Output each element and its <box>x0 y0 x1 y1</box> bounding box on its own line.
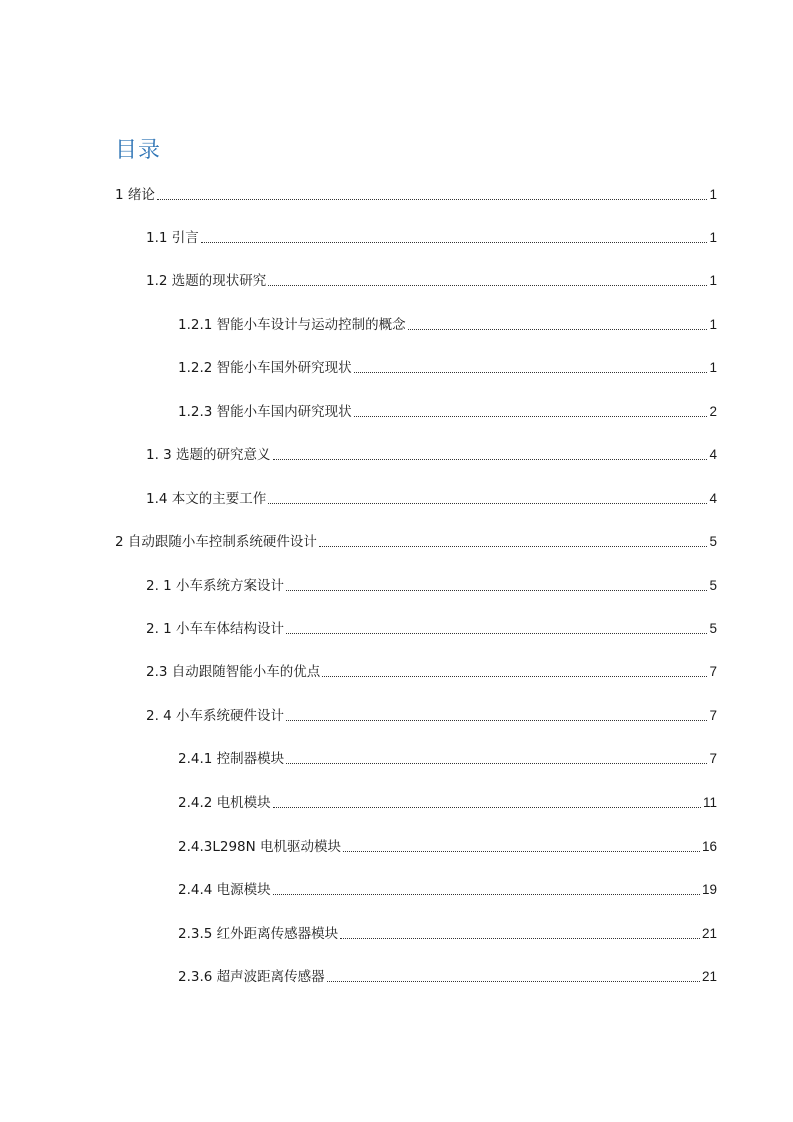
toc-entry[interactable] <box>178 967 717 987</box>
toc-entry-page: 11 <box>702 795 717 810</box>
toc-leader <box>273 807 701 808</box>
toc-leader <box>286 590 707 591</box>
toc-entry-label: 2.4.2 电机模块 <box>178 795 271 811</box>
toc-entry[interactable] <box>146 228 717 248</box>
toc-leader <box>408 329 708 330</box>
toc-entry-label: 2.3.6 超声波距离传感器 <box>178 969 325 985</box>
toc-leader <box>286 633 707 634</box>
toc-entry[interactable] <box>178 402 717 422</box>
toc-entry-page: 4 <box>709 447 717 462</box>
toc-entry-label: 2.3 自动跟随智能小车的优点 <box>146 664 321 680</box>
toc-entry[interactable] <box>178 924 717 944</box>
toc-entry[interactable] <box>146 706 717 726</box>
toc-entry-label: 1. 3 选题的研究意义 <box>146 447 271 463</box>
toc-entry-label: 2. 4 小车系统硬件设计 <box>146 708 285 724</box>
toc-entry-page: 1 <box>709 317 717 332</box>
toc-entry-label: 1.2 选题的现状研究 <box>146 273 267 289</box>
toc-entry-label: 2 自动跟随小车控制系统硬件设计 <box>115 534 317 550</box>
toc-entry-label: 1.4 本文的主要工作 <box>146 491 267 507</box>
toc-leader <box>354 416 708 417</box>
toc-entry[interactable] <box>146 489 717 509</box>
toc-entry-label: 2.3.5 红外距离传感器模块 <box>178 926 339 942</box>
toc-entry[interactable] <box>115 532 717 552</box>
toc-entry-label: 2.4.4 电源模块 <box>178 882 271 898</box>
toc-entry-label: 1.2.2 智能小车国外研究现状 <box>178 360 352 376</box>
toc-leader <box>319 546 708 547</box>
toc-entry-page: 1 <box>709 187 717 202</box>
toc-entry[interactable] <box>178 880 717 900</box>
toc-entry-label: 1 绪论 <box>115 187 155 203</box>
toc-entry[interactable] <box>146 445 717 465</box>
toc-entry-label: 2.4.3L298N 电机驱动模块 <box>178 839 342 855</box>
toc-entry-page: 7 <box>709 664 717 679</box>
toc-entry-label: 1.2.3 智能小车国内研究现状 <box>178 404 352 420</box>
toc-leader <box>340 938 700 939</box>
toc-leader <box>201 242 708 243</box>
toc-entry[interactable] <box>178 749 717 769</box>
toc-entry-page: 2 <box>709 404 717 419</box>
toc-entry[interactable] <box>115 185 717 205</box>
toc-entry-page: 7 <box>709 708 717 723</box>
toc-entry-label: 2.4.1 控制器模块 <box>178 751 285 767</box>
toc-leader <box>268 285 707 286</box>
toc-leader <box>268 503 707 504</box>
toc-leader <box>343 851 700 852</box>
toc-leader <box>286 720 707 721</box>
toc-entry[interactable] <box>178 315 717 335</box>
toc-entry-label: 1.2.1 智能小车设计与运动控制的概念 <box>178 317 406 333</box>
toc-leader <box>157 199 708 200</box>
toc-leader <box>354 372 708 373</box>
toc-entry-page: 21 <box>701 969 717 984</box>
toc-entry[interactable] <box>146 576 717 596</box>
toc-entry-page: 7 <box>709 751 717 766</box>
toc-title: 目录 <box>115 138 162 163</box>
toc-leader <box>327 981 700 982</box>
toc-entry[interactable] <box>178 793 717 813</box>
toc-entry-label: 2. 1 小车系统方案设计 <box>146 578 285 594</box>
toc-entry-page: 4 <box>709 491 717 506</box>
toc-entry-page: 19 <box>701 882 717 897</box>
toc-entry-page: 1 <box>709 230 717 245</box>
toc-entry-page: 16 <box>701 839 717 854</box>
toc-entry-label: 1.1 引言 <box>146 230 199 246</box>
toc-entry-page: 1 <box>709 360 717 375</box>
toc-entry-label: 2. 1 小车车体结构设计 <box>146 621 285 637</box>
toc-entry[interactable] <box>146 662 717 682</box>
toc-entry-page: 1 <box>709 273 717 288</box>
toc-entry-page: 21 <box>701 926 717 941</box>
toc-entry[interactable] <box>146 619 717 639</box>
toc-entry[interactable] <box>178 837 717 857</box>
toc-leader <box>322 676 707 677</box>
toc-entry[interactable] <box>178 358 717 378</box>
toc-entry-page: 5 <box>709 534 717 549</box>
toc-leader <box>273 459 708 460</box>
toc-entry[interactable] <box>146 271 717 291</box>
toc-entry-page: 5 <box>709 621 717 636</box>
toc-entry-page: 5 <box>709 578 717 593</box>
toc-leader <box>273 894 700 895</box>
toc-leader <box>286 763 707 764</box>
